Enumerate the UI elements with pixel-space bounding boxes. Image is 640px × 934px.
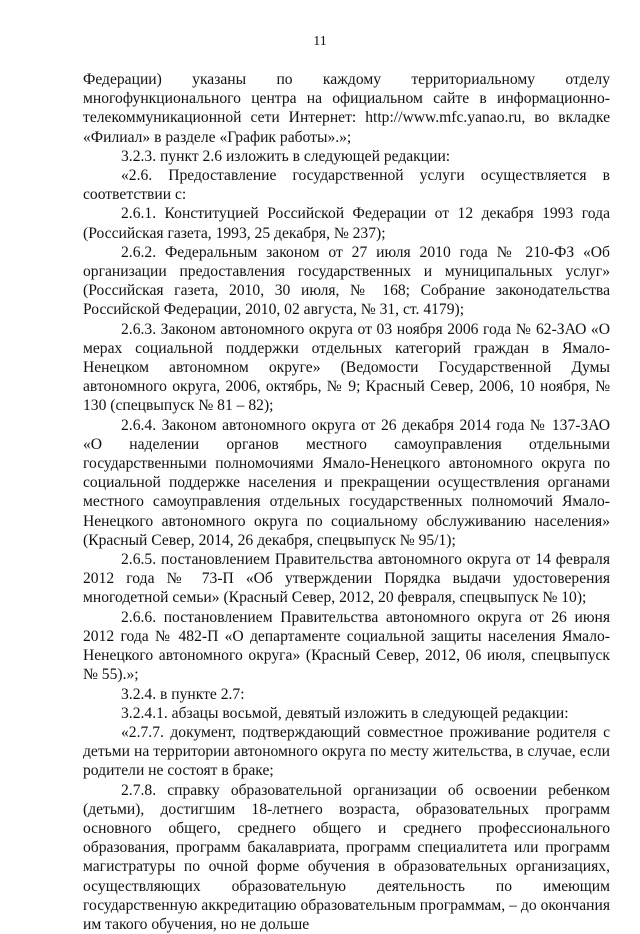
paragraph: 2.6.4. Законом автономного округа от 26 декабря 2014 года № 137-ЗАО «О наделении органов местного самоуправления отдельными государственными полномочиями Ямало-Ненецкого автономного округа по социальной поддержке населения и прекращении осуществления органами местного самоуправления отдельных государственных полномочий Ямало-Ненецкого автономного округа по социальному обслуживанию населения» (Красный Север, 2014, 26 декабря, спецвыпуск № 95/1); [83, 416, 610, 549]
paragraph: 3.2.4. в пункте 2.7: [121, 685, 245, 703]
paragraph: 3.2.4.1. абзацы восьмой, девятый изложить в следующей редакции: [121, 704, 569, 722]
page-number: 11 [313, 34, 327, 49]
paragraph: «2.7.7. документ, подтверждающий совместное проживание родителя с детьми на территории автономного округа по месту жительства, в случае, если родители не состоят в браке; [83, 723, 610, 780]
paragraph: 2.6.2. Федеральным законом от 27 июля 2010 года № 210-ФЗ «Об организации предоставления государственных и муниципальных услуг» (Российская газета, 2010, 30 июля, № 168; Собрание законодательства Российской Федерации, 2010, 02 августа, № 31, ст. 4179); [83, 243, 610, 319]
document-body [83, 70, 610, 934]
paragraph: 3.2.3. пункт 2.6 изложить в следующей редакции: [121, 147, 451, 165]
paragraph: 2.6.3. Законом автономного округа от 03 ноября 2006 года № 62-ЗАО «О мерах социальной поддержки отдельных категорий граждан в Ямало-Ненецком автономном округе» (Ведомости Государственной Думы автономного округа, 2006, октябрь, № 9; Красный Север, 2006, 10 ноября, № 130 (спецвыпуск № 81 – 82); [83, 320, 610, 415]
paragraph: 2.7.8. справку образовательной организации об освоении ребенком (детьми), достигшим 18-летнего возраста, образовательных программ основного общего, среднего общего и среднего профессионального образования, программ бакалавриата, программ специалитета или программ магистратуры по очной форме обучения в образовательных организациях, осуществляющих образовательную деятельность по имеющим государственную аккредитацию образовательным программам, – до окончания им такого обучения, но не дольше [83, 781, 610, 933]
paragraph: 2.6.5. постановлением Правительства автономного округа от 14 февраля 2012 года № 73-П «Об утверждении Порядка выдачи удостоверения многодетной семьи» (Красный Север, 2012, 20 февраля, спецвыпуск № 10); [83, 551, 610, 607]
paragraph: Федерации) указаны по каждому территориальному отделу многофункционального центра на официальном сайте в информационно-телекоммуникационной сети Интернет: http://www.mfc.yanao.ru, во вкладке «Филиал» в разделе «График работы».»; [83, 71, 610, 146]
paragraph: 2.6.1. Конституцией Российской Федерации от 12 декабря 1993 года (Российская газета, 1993, 25 декабря, № 237); [83, 205, 610, 242]
paragraph: 2.6.6. постановлением Правительства автономного округа от 26 июня 2012 года № 482-П «О департаменте социальной защиты населения Ямало-Ненецкого автономного округа» (Красный Север, 2012, 06 июля, спецвыпуск № 55).»; [83, 608, 610, 684]
paragraph: «2.6. Предоставление государственной услуги осуществляется в соответствии с: [83, 167, 610, 204]
